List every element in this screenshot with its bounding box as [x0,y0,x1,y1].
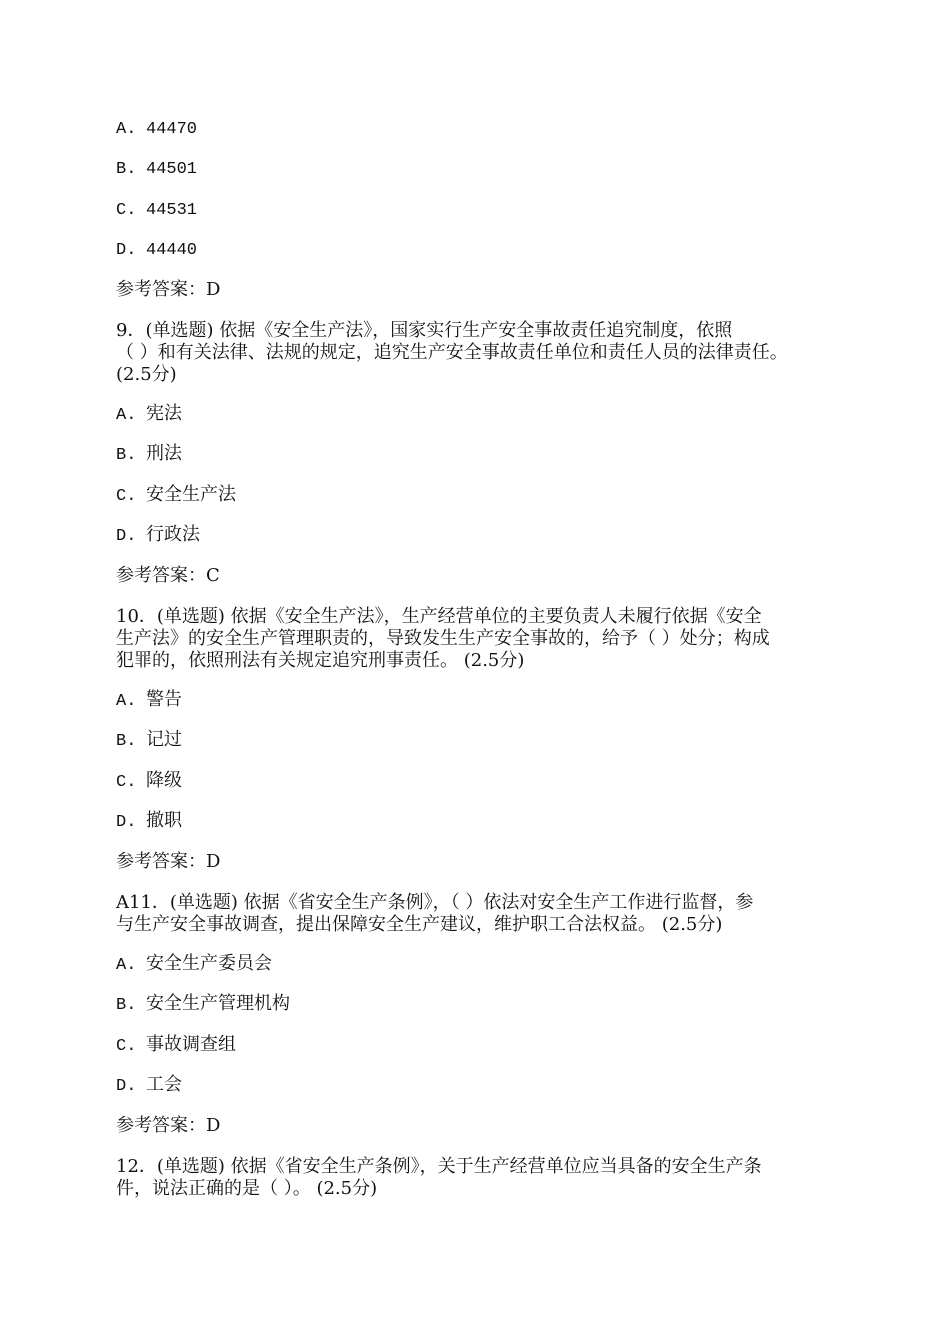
option-label: B. [116,996,137,1015]
option-text: 警告 [146,689,182,710]
question-11-line-1: A11．(单选题) 依据《省安全生产条例》，（ ）依法对安全生产工作进行监督，参 [116,892,754,913]
option-label: A. [116,692,137,711]
option-text: 宪法 [146,403,182,424]
option-text: 事故调查组 [146,1034,236,1055]
option-text: 44531 [146,201,198,220]
question-10-line-3: 犯罪的，依照刑法有关规定追究刑事责任。 (2.5分) [116,650,525,671]
option-d [116,524,200,548]
option-c [116,1034,236,1058]
option-label: A. [116,406,137,425]
reference-answer: 参考答案：D [116,1115,221,1136]
question-10-line-1: 10．(单选题) 依据《安全生产法》，生产经营单位的主要负责人未履行依据《安全 [116,606,762,627]
option-c [116,198,197,222]
option-label: D. [116,241,137,260]
option-label: C. [116,201,137,220]
option-label: A. [116,956,137,975]
option-text: 撤职 [146,810,182,831]
option-text: 行政法 [146,524,200,545]
option-c [116,484,236,508]
option-c [116,770,182,794]
option-a [116,403,182,427]
question-10-line-2: 生产法》的安全生产管理职责的，导致发生生产安全事故的，给予（ ）处分；构成 [116,628,770,649]
option-b [116,157,197,181]
option-text: 工会 [146,1074,182,1095]
option-text: 记过 [146,729,182,750]
option-text: 44470 [146,120,198,139]
question-9-line-3: (2.5分) [116,364,177,385]
option-label: D. [116,1077,137,1096]
option-b [116,993,290,1017]
option-d [116,1074,182,1098]
option-label: C. [116,487,137,506]
question-12-line-1: 12．(单选题) 依据《省安全生产条例》，关于生产经营单位应当具备的安全生产条 [116,1156,762,1177]
reference-answer: 参考答案：C [116,565,220,586]
option-a [116,117,197,141]
option-a [116,953,272,977]
option-text: 安全生产管理机构 [146,993,290,1014]
option-b [116,443,182,467]
option-label: D. [116,813,137,832]
reference-answer: 参考答案：D [116,279,221,300]
option-label: B. [116,160,137,179]
option-text: 44440 [146,241,198,260]
option-d [116,238,197,262]
option-text: 刑法 [146,443,182,464]
option-label: D. [116,527,137,546]
option-label: B. [116,446,137,465]
question-12-line-2: 件，说法正确的是（ ）。 (2.5分) [116,1178,378,1199]
question-9-line-1: 9．(单选题) 依据《安全生产法》，国家实行生产安全事故责任追究制度，依照 [116,320,733,341]
question-9-line-2: （ ）和有关法律、法规的规定，追究生产安全事故责任单位和责任人员的法律责任。 [116,342,788,363]
reference-answer: 参考答案：D [116,851,221,872]
option-label: C. [116,773,137,792]
option-text: 安全生产委员会 [146,953,272,974]
option-text: 44501 [146,160,198,179]
option-text: 降级 [146,770,182,791]
option-label: C. [116,1037,137,1056]
option-label: B. [116,732,137,751]
option-d [116,810,182,834]
question-11-line-2: 与生产安全事故调查，提出保障安全生产建议，维护职工合法权益。 (2.5分) [116,914,723,935]
option-text: 安全生产法 [146,484,236,505]
option-b [116,729,182,753]
option-a [116,689,182,713]
option-label: A. [116,120,137,139]
